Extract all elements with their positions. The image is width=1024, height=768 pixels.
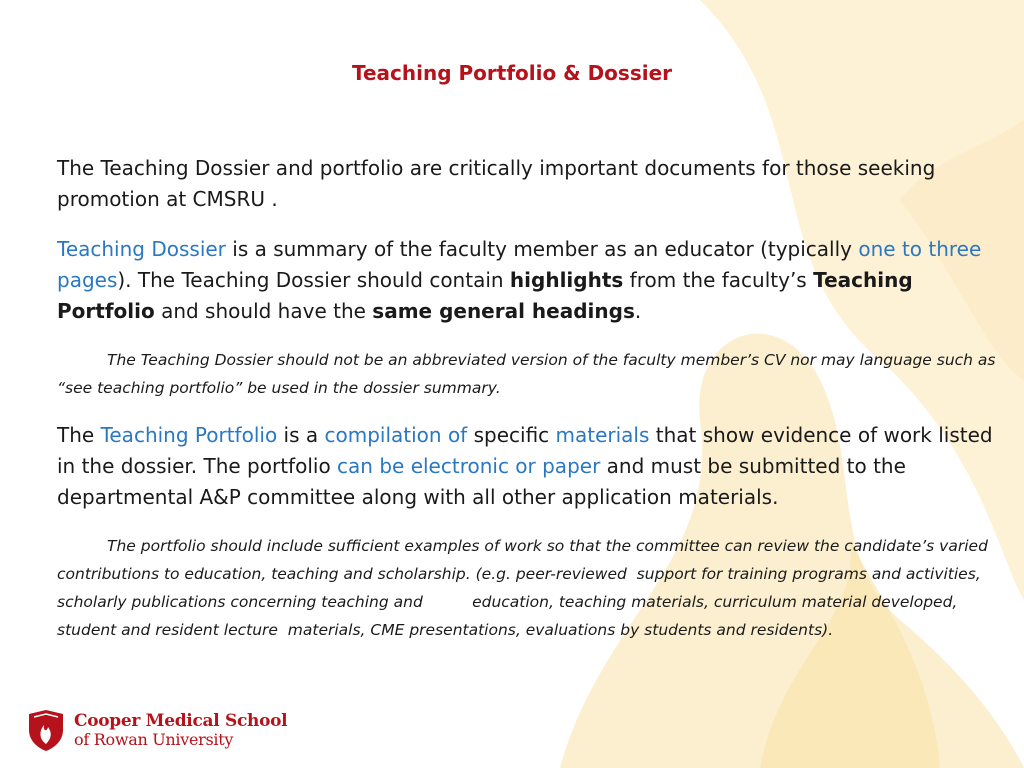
- dossier-note: [57, 346, 997, 402]
- compilation-term: compilation of: [324, 423, 468, 447]
- portfolio-paragraph: [57, 420, 997, 513]
- text-span: .: [634, 299, 642, 323]
- logo-line-1: Cooper Medical School: [74, 711, 288, 731]
- dossier-note-text: The Teaching Dossier should not be an abbreviated version of the faculty member’s CV nor may language such as “see teaching portfolio” be used in the dossier summary.: [57, 351, 996, 397]
- text-span: and must be submitted to the departmental A&P committee along with all other application materials.: [57, 454, 906, 509]
- text-span: specific: [467, 423, 556, 447]
- portfolio-note-text: The portfolio should include sufficient examples of work so that the committee can review the candidate’s varied contributions to education, teaching and scholarship. (e.g. peer-reviewed support for training programs and activities, scholarly publications concerning teaching and education, teaching materials, curriculum material developed, student and resident lecture materials, CME presentations, evaluations by students and residents).: [57, 537, 993, 639]
- intro-paragraph: The Teaching Dossier and portfolio are critically important documents for those seeking promotion at CMSRU .: [57, 156, 936, 211]
- page-length: one to three pages: [57, 237, 982, 292]
- portfolio-bold: Teaching Portfolio: [57, 268, 913, 323]
- text-span: is a: [277, 423, 325, 447]
- shield-flame-icon: [26, 708, 66, 752]
- text-span: The: [57, 423, 101, 447]
- headings-bold: same general headings: [372, 299, 635, 323]
- slide-title: Teaching Portfolio & Dossier: [351, 61, 673, 85]
- text-span: from the faculty’s: [623, 268, 814, 292]
- format-term: can be electronic or paper: [337, 454, 601, 478]
- school-logo: [26, 708, 287, 752]
- text-span: that show evidence of work listed in the dossier. The portfolio: [57, 423, 993, 478]
- highlights-bold: highlights: [509, 268, 624, 292]
- text-span: and should have the: [154, 299, 373, 323]
- materials-term: materials: [555, 423, 650, 447]
- dossier-term: Teaching Dossier: [57, 237, 226, 261]
- text-span: is a summary of the faculty member as an educator (typically: [225, 237, 859, 261]
- text-span: ). The Teaching Dossier should contain: [117, 268, 510, 292]
- portfolio-note: [57, 532, 997, 644]
- portfolio-term: Teaching Portfolio: [100, 423, 278, 447]
- dossier-paragraph: [57, 234, 997, 327]
- logo-line-2: of Rowan University: [74, 730, 234, 749]
